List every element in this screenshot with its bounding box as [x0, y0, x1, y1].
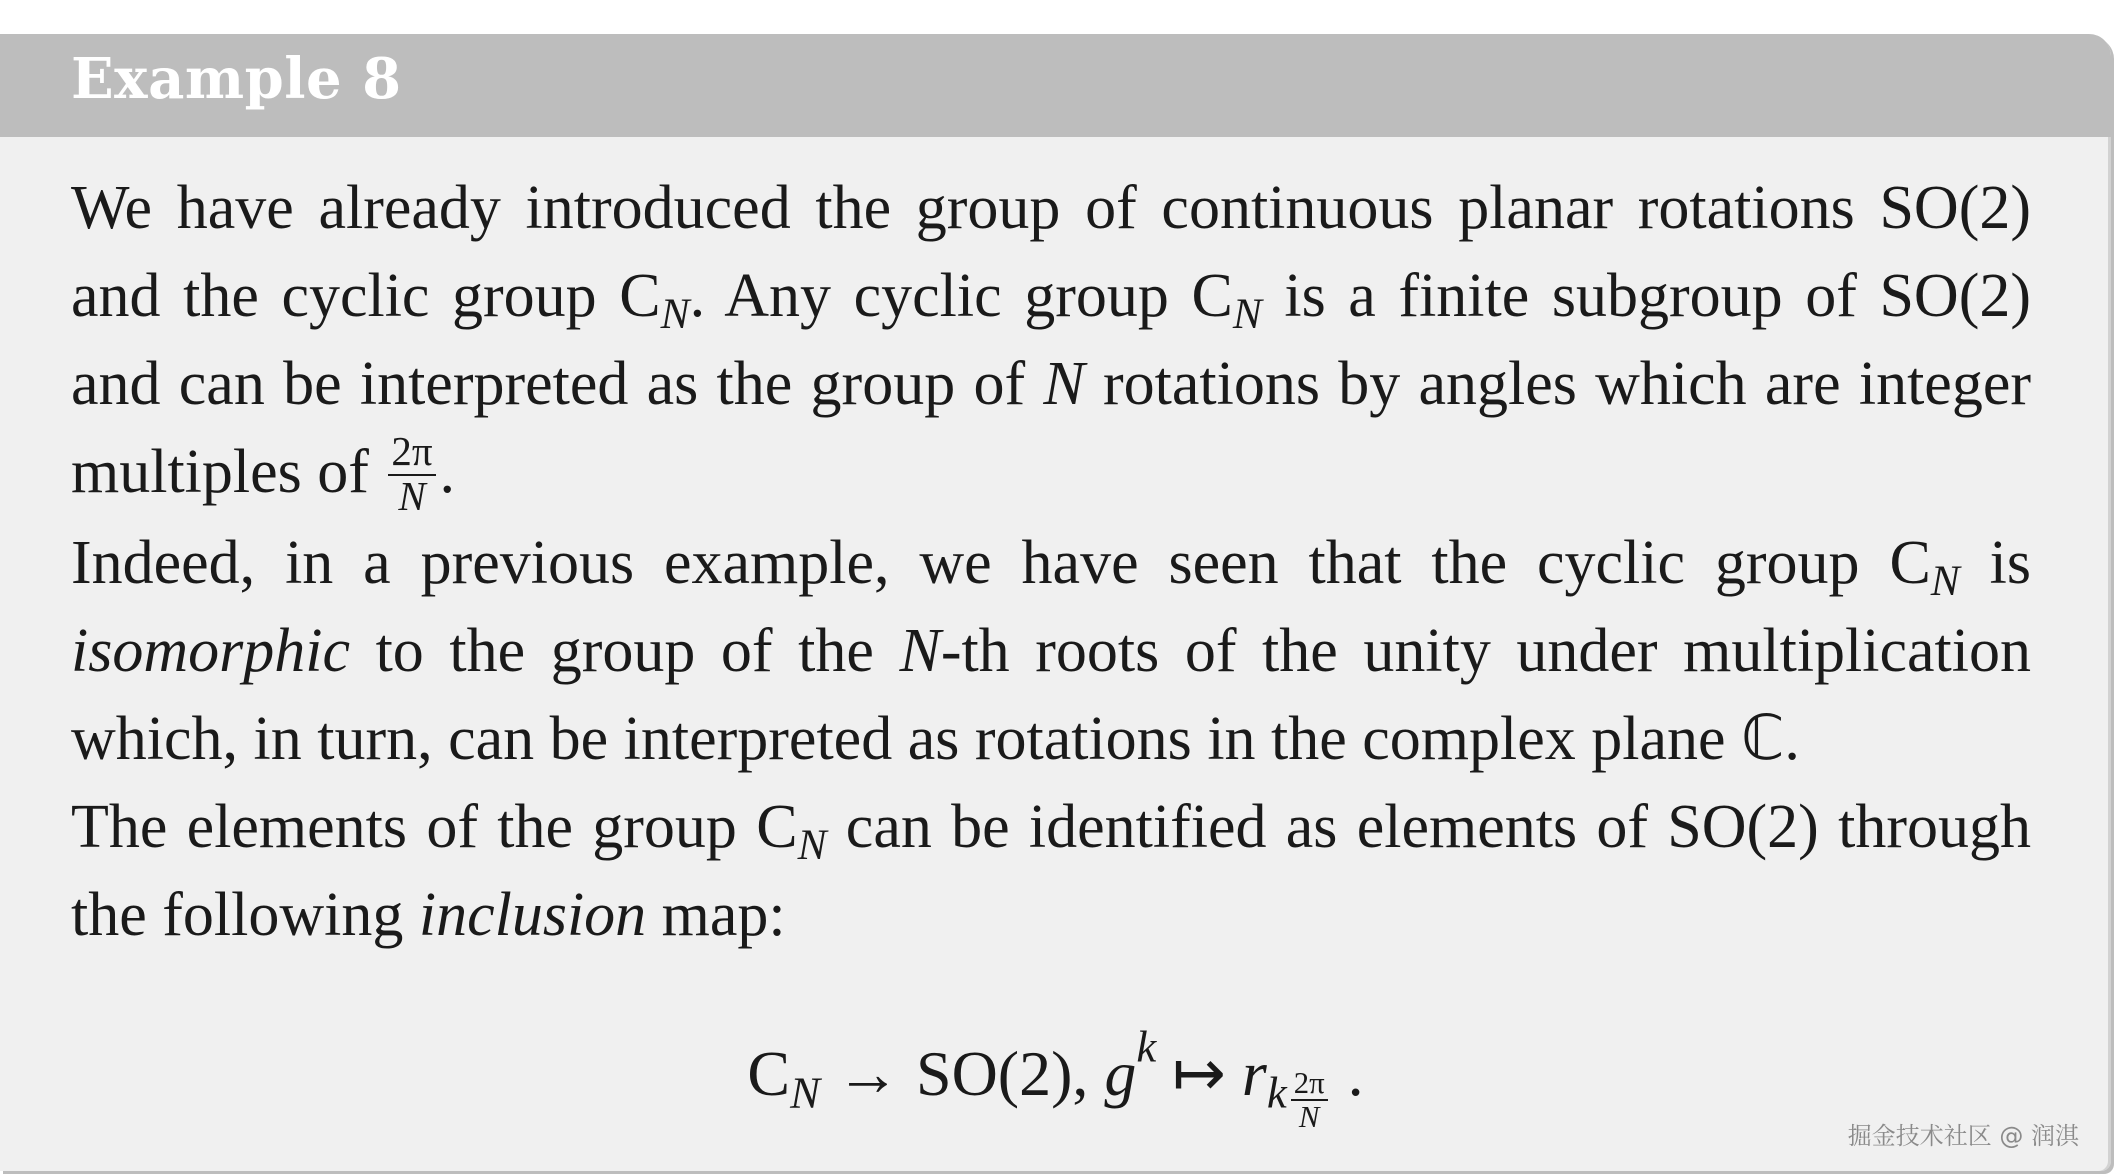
paragraph-3: The elements of the group $C_N$ can be identified as elements of SO(2) through the following inclusion map: [71, 793, 2031, 950]
paragraph-1: We have already introduced the group of continuous planar rotations SO(2) and the cyclic group $C_N$. Any cyclic group $C_N$ is a finite subgroup of SO(2) and can be interpreted as the group of N rotations by angles which are integer multiples of $\frac{2\pi}{N}$ . [71, 174, 2032, 520]
cyclic-group-symbol: $C_N$ [756, 793, 827, 870]
example-header [0, 34, 2111, 137]
isomorphic-term: isomorphic [71, 617, 350, 686]
n-symbol: N [1043, 350, 1085, 418]
n-symbol: N [899, 617, 941, 686]
inclusion-map-equation: $C_N \to SO(2)$, $g^k$ ↦ $r_k$ $\frac{2\pi}{N}$ . [747, 1021, 1364, 1135]
example-box [0, 34, 2111, 1171]
cyclic-group-symbol: $C_N$ [619, 262, 690, 339]
example-title: Example 8 [71, 46, 402, 112]
cyclic-group-symbol: $C_N$ [1191, 262, 1262, 339]
so2-symbol: SO(2) [1667, 793, 1819, 862]
paragraph-2: Indeed, in a previous example, we have seen that the cyclic group $C_N$ is isomorphic to the group of the N-th roots of the unity under multiplication which, in turn, can be interpreted as rotations in the complex plane ℂ. [71, 529, 2031, 774]
inclusion-term: inclusion [418, 881, 647, 950]
rotation-subscript: k [1266, 1067, 1287, 1118]
example-body [71, 164, 2031, 959]
two-pi-over-n-fraction: $\frac{2\pi}{N}$ [1291, 1067, 1328, 1134]
cyclic-group-symbol: $C_N$ [1889, 529, 1960, 606]
two-pi-over-n-fraction: $\frac{2\pi}{N}$ [388, 431, 435, 519]
so2-symbol: SO(2) [1879, 262, 2032, 330]
watermark: 掘金技术社区 @ 润淇 [1847, 1122, 2079, 1150]
complex-plane-symbol: ℂ [1741, 705, 1785, 774]
so2-symbol: SO(2) [1879, 174, 2031, 242]
